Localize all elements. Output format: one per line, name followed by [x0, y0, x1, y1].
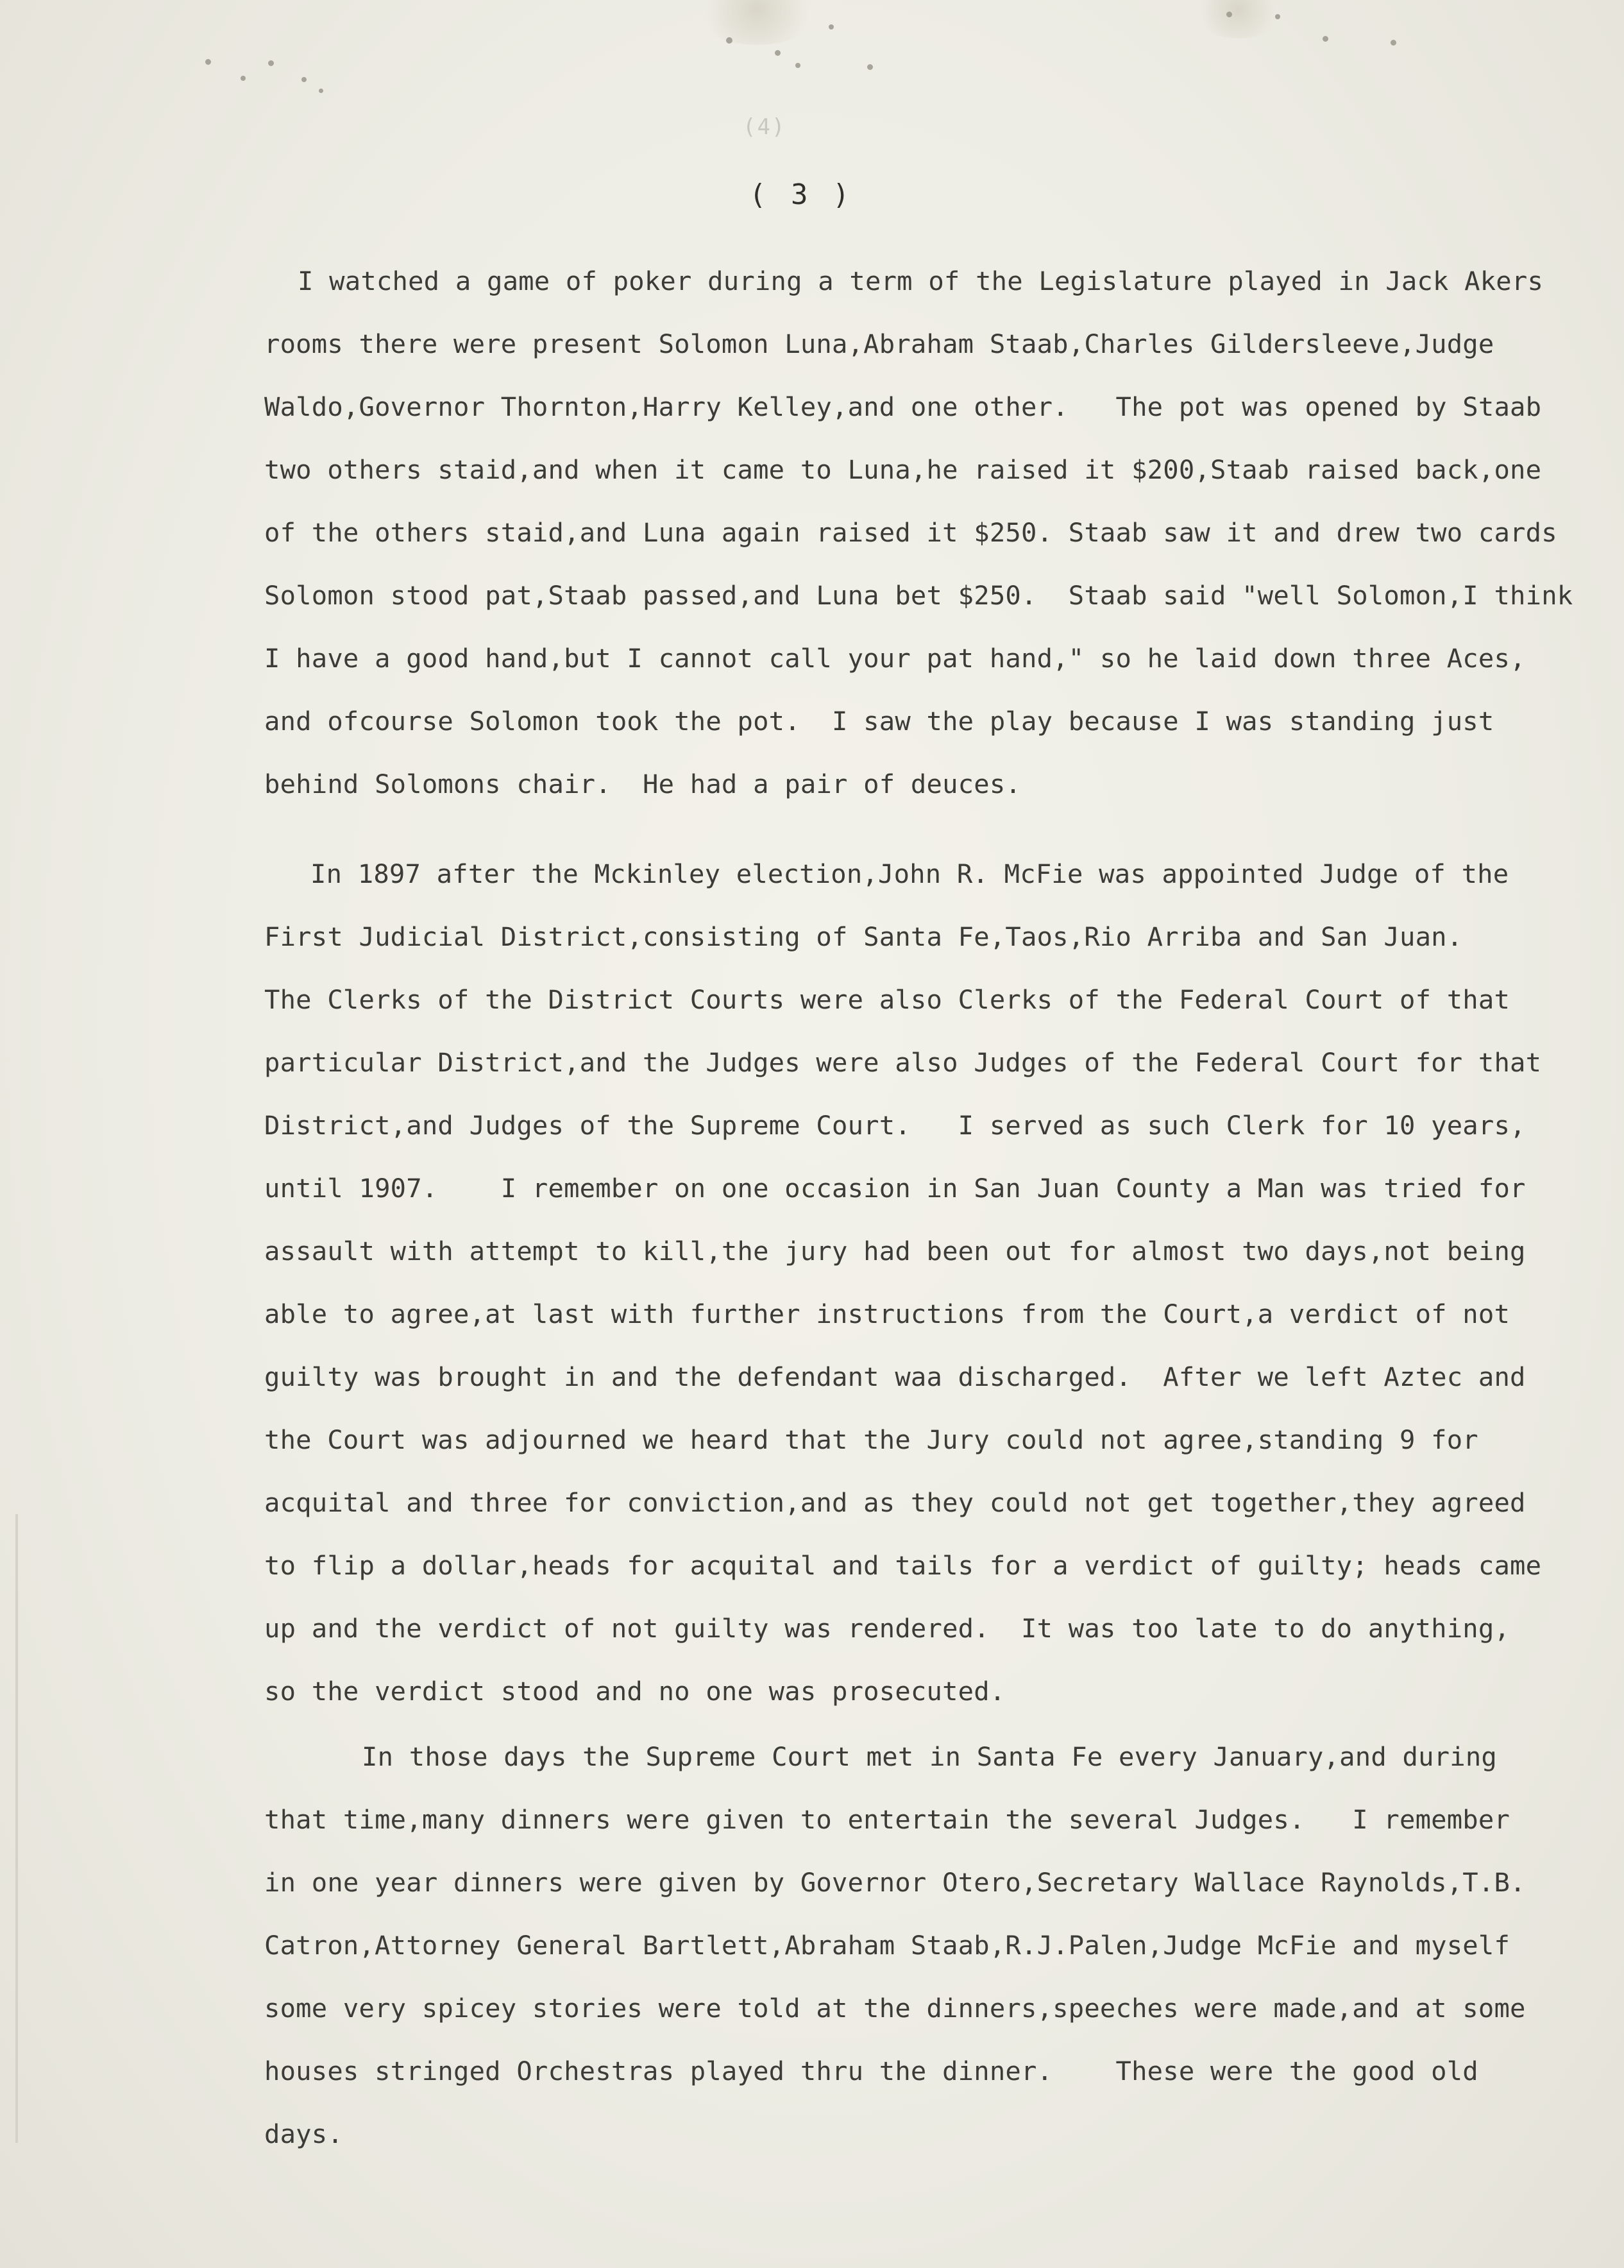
text-line: acquital and three for conviction,and as they could not get together,they agreed — [264, 1487, 1526, 1518]
punch-hole — [829, 24, 834, 30]
text-line: so the verdict stood and no one was prosecuted. — [264, 1676, 1006, 1707]
punch-hole — [795, 63, 800, 68]
text-line: I watched a game of poker during a term of the Legislature played in Jack Akers — [298, 266, 1544, 296]
page-number: ( 3 ) — [749, 178, 854, 211]
text-line: to flip a dollar,heads for acquital and tails for a verdict of guilty; heads came — [264, 1550, 1542, 1581]
text-line: up and the verdict of not guilty was rendered. It was too late to do anything, — [264, 1613, 1510, 1644]
text-line: some very spicey stories were told at the dinners,speeches were made,and at some — [264, 1993, 1526, 2024]
punch-hole — [1275, 14, 1280, 19]
text-line: in one year dinners were given by Governor Otero,Secretary Wallace Raynolds,T.B. — [264, 1867, 1526, 1898]
text-line: District,and Judges of the Supreme Court. I served as such Clerk for 10 years, — [264, 1110, 1526, 1141]
punch-hole — [241, 76, 246, 81]
faded-page-number: (4) — [743, 114, 786, 140]
text-line: that time,many dinners were given to entertain the several Judges. I remember — [264, 1804, 1510, 1835]
text-line: houses stringed Orchestras played thru the dinner. These were the good old — [264, 2056, 1478, 2086]
paper-stain — [693, 0, 821, 45]
paper-stain — [1193, 0, 1283, 38]
text-line: two others staid,and when it came to Luna,he raised it $200,Staab raised back,one — [264, 454, 1542, 485]
text-line: particular District,and the Judges were also Judges of the Federal Court for that — [264, 1047, 1542, 1078]
text-line: In 1897 after the Mckinley election,John R. McFie was appointed Judge of the — [310, 858, 1509, 889]
text-line: Solomon stood pat,Staab passed,and Luna bet $250. Staab said "well Solomon,I think — [264, 580, 1573, 611]
text-line: until 1907. I remember on one occasion in San Juan County a Man was tried for — [264, 1173, 1526, 1204]
punch-hole — [775, 50, 781, 56]
text-line: guilty was brought in and the defendant waa discharged. After we left Aztec and — [264, 1361, 1526, 1392]
punch-hole — [867, 64, 873, 70]
text-line: In those days the Supreme Court met in Santa Fe every January,and during — [362, 1741, 1497, 1772]
text-line: and ofcourse Solomon took the pot. I saw the play because I was standing just — [264, 706, 1494, 737]
punch-hole — [319, 89, 323, 93]
text-line: days. — [264, 2119, 343, 2149]
punch-hole — [1226, 12, 1232, 17]
text-line: of the others staid,and Luna again raised it $250. Staab saw it and drew two cards — [264, 517, 1557, 548]
text-line: Waldo,Governor Thornton,Harry Kelley,and one other. The pot was opened by Staab — [264, 391, 1542, 422]
text-line: behind Solomons chair. He had a pair of deuces. — [264, 769, 1021, 799]
text-line: Catron,Attorney General Bartlett,Abraham Staab,R.J.Palen,Judge McFie and myself — [264, 1930, 1510, 1961]
text-line: I have a good hand,but I cannot call your pat hand," so he laid down three Aces, — [264, 643, 1526, 674]
text-line: rooms there were present Solomon Luna,Abraham Staab,Charles Gildersleeve,Judge — [264, 328, 1494, 359]
punch-hole — [268, 60, 274, 66]
punch-hole — [301, 77, 307, 82]
text-line: assault with attempt to kill,the jury had been out for almost two days,not being — [264, 1236, 1526, 1266]
punch-hole — [1323, 36, 1328, 42]
text-line: able to agree,at last with further instructions from the Court,a verdict of not — [264, 1299, 1510, 1329]
text-line: First Judicial District,consisting of Santa Fe,Taos,Rio Arriba and San Juan. — [264, 921, 1463, 952]
punch-hole — [726, 37, 732, 44]
text-line: the Court was adjourned we heard that the Jury could not agree,standing 9 for — [264, 1424, 1478, 1455]
paper-edge-mark — [15, 1514, 18, 2143]
punch-hole — [1391, 40, 1396, 46]
punch-hole — [205, 59, 211, 65]
text-line: The Clerks of the District Courts were also Clerks of the Federal Court of that — [264, 984, 1510, 1015]
